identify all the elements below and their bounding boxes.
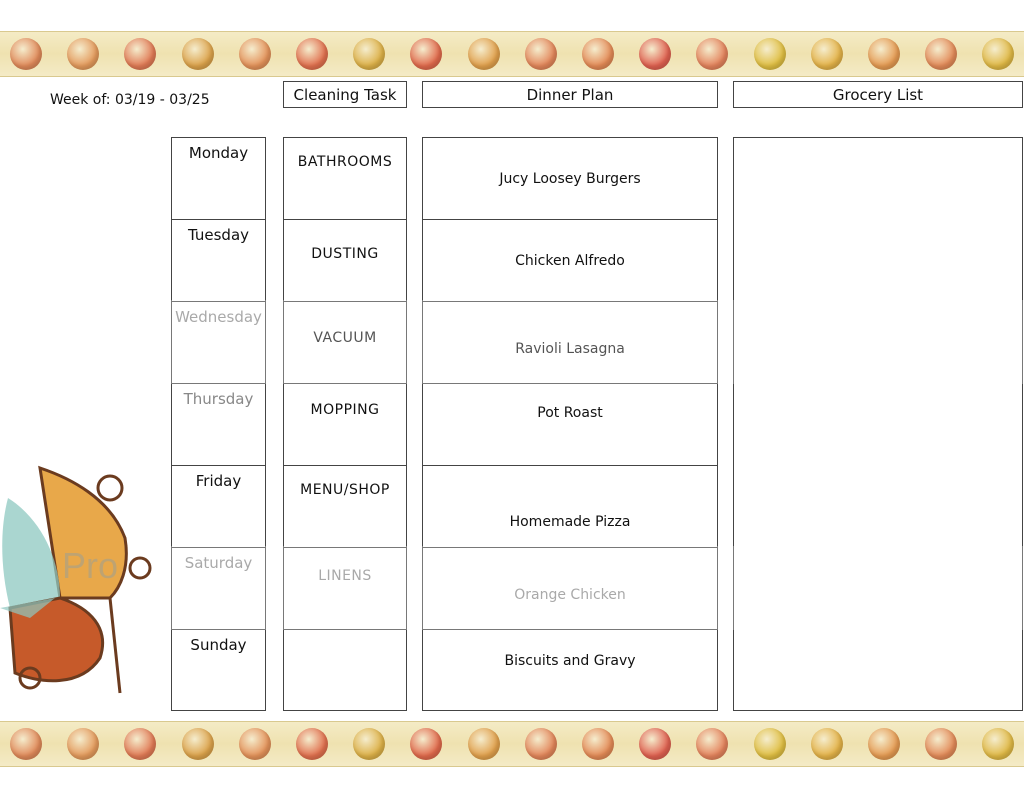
decorative-dot	[639, 728, 671, 760]
decorative-dot	[410, 38, 442, 70]
day-saturday: Saturday	[172, 548, 265, 630]
grocery-list-area	[733, 137, 1023, 711]
week-of-label: Week of: 03/19 - 03/25	[50, 92, 210, 108]
butterfly-watermark-icon	[0, 458, 160, 698]
decorative-dot	[925, 728, 957, 760]
dinner-cell: Biscuits and Gravy	[504, 653, 636, 669]
task-cell: DUSTING	[284, 220, 406, 302]
decorative-dot	[754, 38, 786, 70]
decorative-dot	[182, 728, 214, 760]
dinner-cell: Homemade Pizza	[423, 466, 717, 548]
decorative-dot	[811, 38, 843, 70]
task-cell: VACUUM	[284, 302, 406, 384]
decorative-dot	[868, 38, 900, 70]
day-thursday: Thursday	[172, 384, 265, 466]
decorative-dot	[67, 728, 99, 760]
bottom-dot-border	[0, 721, 1024, 767]
dinner-cell: Orange Chicken	[423, 548, 717, 630]
day-friday: Friday	[172, 466, 265, 548]
decorative-dot	[67, 38, 99, 70]
decorative-dot	[296, 38, 328, 70]
grocery-list-header: Grocery List	[733, 81, 1023, 108]
decorative-dot	[10, 38, 42, 70]
task-cell	[284, 630, 406, 712]
task-cell: BATHROOMS	[284, 138, 406, 220]
decorative-dot	[239, 728, 271, 760]
cleaning-task-header: Cleaning Task	[283, 81, 407, 108]
decorative-dot	[353, 38, 385, 70]
decorative-dot	[982, 728, 1014, 760]
dinner-plan-column	[422, 137, 718, 711]
cleaning-task-column	[283, 137, 407, 711]
watermark-text: Pro	[62, 545, 119, 586]
task-cell: MOPPING	[284, 384, 406, 466]
day-wednesday: Wednesday	[172, 302, 265, 384]
decorative-dot	[182, 38, 214, 70]
dinner-plan-header: Dinner Plan	[422, 81, 718, 108]
dinner-cell: Chicken Alfredo	[423, 220, 717, 302]
decorative-dot	[239, 38, 271, 70]
decorative-dot	[582, 38, 614, 70]
decorative-dot	[639, 38, 671, 70]
decorative-dot	[525, 38, 557, 70]
decorative-dot	[10, 728, 42, 760]
decorative-dot	[925, 38, 957, 70]
task-cell: MENU/SHOP	[284, 466, 406, 548]
decorative-dot	[582, 728, 614, 760]
day-sunday: Sunday	[190, 636, 247, 654]
decorative-dot	[296, 728, 328, 760]
decorative-dot	[124, 728, 156, 760]
dinner-cell: Pot Roast	[423, 384, 717, 466]
decorative-dot	[410, 728, 442, 760]
decorative-dot	[525, 728, 557, 760]
decorative-dot	[811, 728, 843, 760]
decorative-dot	[124, 38, 156, 70]
decorative-dot	[754, 728, 786, 760]
dinner-cell: Jucy Loosey Burgers	[423, 138, 717, 220]
day-monday: Monday	[172, 138, 265, 220]
dinner-cell: Ravioli Lasagna	[423, 302, 717, 384]
decorative-dot	[696, 728, 728, 760]
day-tuesday: Tuesday	[172, 220, 265, 302]
decorative-dot	[468, 728, 500, 760]
decorative-dot	[353, 728, 385, 760]
top-dot-border	[0, 31, 1024, 77]
decorative-dot	[696, 38, 728, 70]
decorative-dot	[982, 38, 1014, 70]
decorative-dot	[868, 728, 900, 760]
task-cell: LINENS	[284, 548, 406, 630]
decorative-dot	[468, 38, 500, 70]
day-column	[171, 137, 266, 711]
